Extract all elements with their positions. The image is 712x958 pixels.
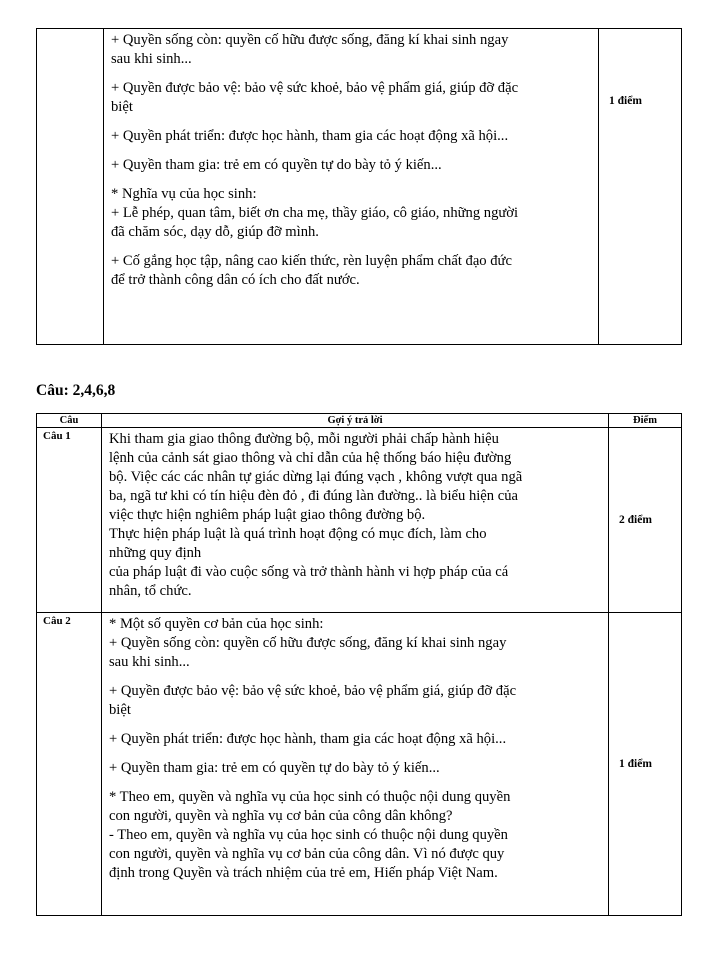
column-header-answer: Gợi ý trả lời: [102, 414, 609, 428]
question-label: Câu 1: [37, 428, 102, 613]
score-value: 2 điểm: [619, 514, 652, 526]
section-heading: Câu: 2,4,6,8: [36, 382, 116, 399]
table-row: [37, 29, 682, 345]
score-value: 1 điểm: [619, 758, 652, 770]
score-cell: [609, 428, 682, 613]
table-header-row: [37, 414, 682, 428]
answer-table: [36, 413, 682, 916]
question-label: Câu 2: [37, 613, 102, 916]
answer-paragraph: + Cố gắng học tập, nâng cao kiến thức, rèn luyện phẩm chất đạo đức để trở thành công dân có ích cho đất nước.: [111, 253, 512, 288]
table-row: [37, 613, 682, 916]
answer-table-continued: [36, 28, 682, 345]
question-cell: [37, 29, 104, 345]
column-header-question: Câu: [37, 414, 102, 428]
answer-paragraph: + Quyền được bảo vệ: bảo vệ sức khoẻ, bảo vệ phẩm giá, giúp đỡ đặc biệt: [109, 683, 517, 718]
score-value: 1 điểm: [609, 95, 642, 107]
answer-cell: [102, 613, 609, 916]
table-row: [37, 428, 682, 613]
answer-paragraph: Khi tham gia giao thông đường bộ, mỗi người phải chấp hành hiệu lệnh của cảnh sát giao thông và chỉ dẫn của hệ thống báo hiệu đường bộ. Việc các các nhân tự giác dừng lại đúng vạch , không vượt qua ngã ba, ngã tư khi có tín hiệu đèn đỏ , đi đúng làn đường.. là biểu hiện của việc thực hiện nghiêm pháp luật giao thông đường bộ. Thực hiện pháp luật là quá trình hoạt động có mục đích, làm cho những quy định của pháp luật đi vào cuộc sống và trở thành hành vi hợp pháp của cá nhân, tổ chức.: [109, 431, 523, 599]
answer-paragraph: * Nghĩa vụ của học sinh: + Lễ phép, quan tâm, biết ơn cha mẹ, thầy giáo, cô giáo, những người đã chăm sóc, dạy dỗ, giúp đỡ mình.: [111, 186, 519, 240]
score-cell: [609, 613, 682, 916]
answer-cell: [102, 428, 609, 613]
column-header-score: Điểm: [609, 414, 682, 428]
answer-paragraph: + Quyền được bảo vệ: bảo vệ sức khoẻ, bảo vệ phẩm giá, giúp đỡ đặc biệt: [111, 80, 519, 115]
answer-paragraph: + Quyền sống còn: quyền cố hữu được sống, đăng kí khai sinh ngay sau khi sinh...: [111, 32, 509, 67]
score-cell: [599, 29, 682, 345]
answer-paragraph: + Quyền tham gia: trẻ em có quyền tự do bày tỏ ý kiến...: [109, 760, 440, 776]
answer-paragraph: * Một số quyền cơ bản của học sinh: + Quyền sống còn: quyền cố hữu được sống, đăng kí khai sinh ngay sau khi sinh...: [109, 616, 507, 670]
answer-paragraph: + Quyền phát triển: được học hành, tham gia các hoạt động xã hội...: [111, 128, 509, 144]
answer-paragraph: + Quyền tham gia: trẻ em có quyền tự do bày tỏ ý kiến...: [111, 157, 442, 173]
answer-paragraph: * Theo em, quyền và nghĩa vụ của học sinh có thuộc nội dung quyền con người, quyền và nghĩa vụ cơ bản của công dân không? - Theo em, quyền và nghĩa vụ của học sinh có thuộc nội dung quyền con người, quyền và nghĩa vụ cơ bản của công dân. Vì nó được quy định trong Quyền và trách nhiệm của trẻ em, Hiến pháp Việt Nam.: [109, 789, 511, 881]
answer-cell: [104, 29, 599, 345]
answer-paragraph: + Quyền phát triển: được học hành, tham gia các hoạt động xã hội...: [109, 731, 507, 747]
